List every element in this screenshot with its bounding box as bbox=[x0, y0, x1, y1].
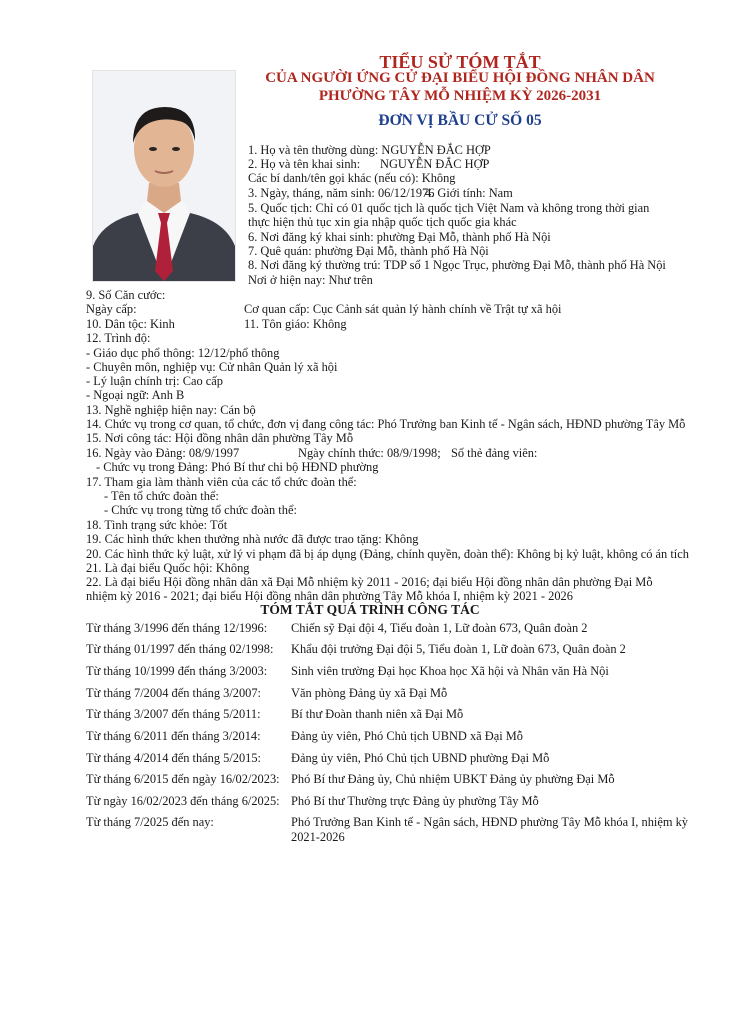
work-history-description: Chiến sỹ Đại đội 4, Tiểu đoàn 1, Lữ đoàn 673, Quân đoàn 2 bbox=[291, 621, 588, 635]
field-organization-position: - Chức vụ trong từng tổ chức đoàn thể: bbox=[104, 503, 297, 517]
field-awards: 19. Các hình thức khen thưởng nhà nước đã được trao tặng: Không bbox=[86, 532, 419, 546]
work-history-period: Từ tháng 7/2025 đến nay: bbox=[86, 815, 214, 829]
field-id-card: 9. Số Căn cước: bbox=[86, 288, 166, 302]
field-workplace: 15. Nơi công tác: Hội đồng nhân dân phường Tây Mỗ bbox=[86, 431, 354, 445]
field-organization-name: - Tên tổ chức đoàn thể: bbox=[104, 489, 219, 503]
field-nationality-line2: thực hiện thủ tục xin gia nhập quốc tịch quốc gia khác bbox=[248, 215, 517, 229]
work-history-heading: TÓM TẮT QUÁ TRÌNH CÔNG TÁC bbox=[260, 602, 480, 617]
work-history-description: Sinh viên trường Đại học Khoa học Xã hội và Nhân văn Hà Nội bbox=[291, 664, 609, 678]
work-history-period: Từ tháng 6/2015 đến ngày 16/02/2023: bbox=[86, 772, 280, 786]
field-issuer: Cơ quan cấp: Cục Cảnh sát quản lý hành chính về Trật tự xã hội bbox=[244, 302, 562, 316]
field-issue-date: Ngày cấp: bbox=[86, 302, 137, 316]
field-position: 14. Chức vụ trong cơ quan, tổ chức, đơn vị đang công tác: Phó Trưởng ban Kinh tế - Ngân sách, HĐND phường Tây Mỗ bbox=[86, 417, 686, 431]
field-national-assembly: 21. Là đại biểu Quốc hội: Không bbox=[86, 561, 250, 575]
field-organizations: 17. Tham gia làm thành viên của các tổ chức đoàn thể: bbox=[86, 475, 357, 489]
work-history-description: Văn phòng Đảng ủy xã Đại Mỗ bbox=[291, 686, 448, 700]
field-party-position: - Chức vụ trong Đảng: Phó Bí thư chi bộ HĐND phường bbox=[96, 460, 379, 474]
work-history-period: Từ ngày 16/02/2023 đến tháng 6/2025: bbox=[86, 794, 280, 808]
work-history-period: Từ tháng 3/1996 đến tháng 12/1996: bbox=[86, 621, 268, 635]
field-birth-name-value: NGUYỄN ĐẮC HỢP bbox=[380, 157, 490, 171]
field-foreign-language: - Ngoại ngữ: Anh B bbox=[86, 388, 185, 402]
field-council-membership-line2: nhiệm kỳ 2016 - 2021; đại biểu Hội đồng nhân dân phường Tây Mỗ khóa I, nhiệm kỳ 2021 - 2026 bbox=[86, 589, 573, 603]
field-birth-date: 3. Ngày, tháng, năm sinh: 06/12/1976 bbox=[248, 186, 435, 200]
field-council-membership-line1: 22. Là đại biểu Hội đồng nhân dân xã Đại Mỗ nhiệm kỳ 2011 - 2016; đại biểu Hội đồng nhân dân phường Đại Mỗ bbox=[86, 575, 653, 589]
field-professional-education: - Chuyên môn, nghiệp vụ: Cử nhân Quản lý xã hội bbox=[86, 360, 338, 374]
document-title: TIỂU SỬ TÓM TẮT bbox=[379, 52, 541, 72]
work-history-period: Từ tháng 4/2014 đến tháng 5/2015: bbox=[86, 751, 261, 765]
field-party-official-date: Ngày chính thức: 08/9/1998; bbox=[298, 446, 441, 460]
work-history-period: Từ tháng 6/2011 đến tháng 3/2014: bbox=[86, 729, 261, 743]
work-history-period: Từ tháng 10/1999 đến tháng 3/2003: bbox=[86, 664, 268, 678]
document-subtitle-line1: CỦA NGƯỜI ỨNG CỬ ĐẠI BIỂU HỘI ĐỒNG NHÂN DÂN bbox=[265, 70, 655, 86]
field-party-card: Số thẻ đảng viên: bbox=[451, 446, 538, 460]
field-education-heading: 12. Trình độ: bbox=[86, 331, 151, 345]
field-alias: Các bí danh/tên gọi khác (nếu có): Không bbox=[248, 171, 456, 185]
work-history-description: Phó Trưởng Ban Kinh tế - Ngân sách, HĐND phường Tây Mỗ khóa I, nhiệm kỳ 2021-2026 bbox=[291, 815, 688, 844]
work-history-period: Từ tháng 7/2004 đến tháng 3/2007: bbox=[86, 686, 261, 700]
field-permanent-residence: 8. Nơi đăng ký thường trú: TDP số 1 Ngọc Trục, phường Đại Mỗ, thành phố Hà Nội bbox=[248, 258, 666, 272]
field-gender: 4. Giới tính: Nam bbox=[425, 186, 513, 200]
field-occupation: 13. Nghề nghiệp hiện nay: Cán bộ bbox=[86, 403, 256, 417]
field-health: 18. Tình trạng sức khỏe: Tốt bbox=[86, 518, 228, 532]
work-history-description: Khẩu đội trưởng Đại đội 5, Tiểu đoàn 1, Lữ đoàn 673, Quân đoàn 2 bbox=[291, 642, 626, 656]
portrait-image bbox=[93, 71, 235, 281]
field-nationality-line1: 5. Quốc tịch: Chỉ có 01 quốc tịch là quốc tịch Việt Nam và không trong thời gian bbox=[248, 201, 650, 215]
field-ethnicity: 10. Dân tộc: Kinh bbox=[86, 317, 175, 331]
work-history-description: Phó Bí thư Thường trực Đảng ủy phường Tây Mỗ bbox=[291, 794, 539, 808]
field-general-education: - Giáo dục phổ thông: 12/12/phổ thông bbox=[86, 346, 280, 360]
field-political-theory: - Lý luận chính trị: Cao cấp bbox=[86, 374, 223, 388]
work-history-description: Đảng ủy viên, Phó Chủ tịch UBND xã Đại Mỗ bbox=[291, 729, 523, 743]
field-hometown: 7. Quê quán: phường Đại Mỗ, thành phố Hà Nội bbox=[248, 244, 489, 258]
field-party-join-date: 16. Ngày vào Đảng: 08/9/1997 bbox=[86, 446, 240, 460]
work-history-description: Bí thư Đoàn thanh niên xã Đại Mỗ bbox=[291, 707, 464, 721]
field-current-residence: Nơi ở hiện nay: Như trên bbox=[248, 273, 373, 287]
work-history-description: Đảng ủy viên, Phó Chủ tịch UBND phường Đại Mỗ bbox=[291, 751, 550, 765]
field-birth-name-label: 2. Họ và tên khai sinh: bbox=[248, 157, 361, 171]
work-history-period: Từ tháng 3/2007 đến tháng 5/2011: bbox=[86, 707, 261, 721]
work-history-period: Từ tháng 01/1997 đến tháng 02/1998: bbox=[86, 642, 274, 656]
field-discipline: 20. Các hình thức kỷ luật, xử lý vi phạm đã bị áp dụng (Đảng, chính quyền, đoàn thể): Không bị kỷ luật, không có án tích bbox=[86, 547, 689, 561]
field-religion: 11. Tôn giáo: Không bbox=[244, 317, 347, 331]
field-common-name: 1. Họ và tên thường dùng: NGUYỄN ĐẮC HỢP bbox=[248, 143, 491, 157]
candidate-portrait bbox=[92, 70, 236, 282]
document-subtitle-line2: PHƯỜNG TÂY MỖ NHIỆM KỲ 2026-2031 bbox=[318, 88, 602, 104]
field-birth-registration: 6. Nơi đăng ký khai sinh: phường Đại Mỗ, thành phố Hà Nội bbox=[248, 230, 551, 244]
electoral-unit: ĐƠN VỊ BẦU CỬ SỐ 05 bbox=[378, 112, 542, 129]
work-history-description: Phó Bí thư Đảng ủy, Chủ nhiệm UBKT Đảng ủy phường Đại Mỗ bbox=[291, 772, 615, 786]
